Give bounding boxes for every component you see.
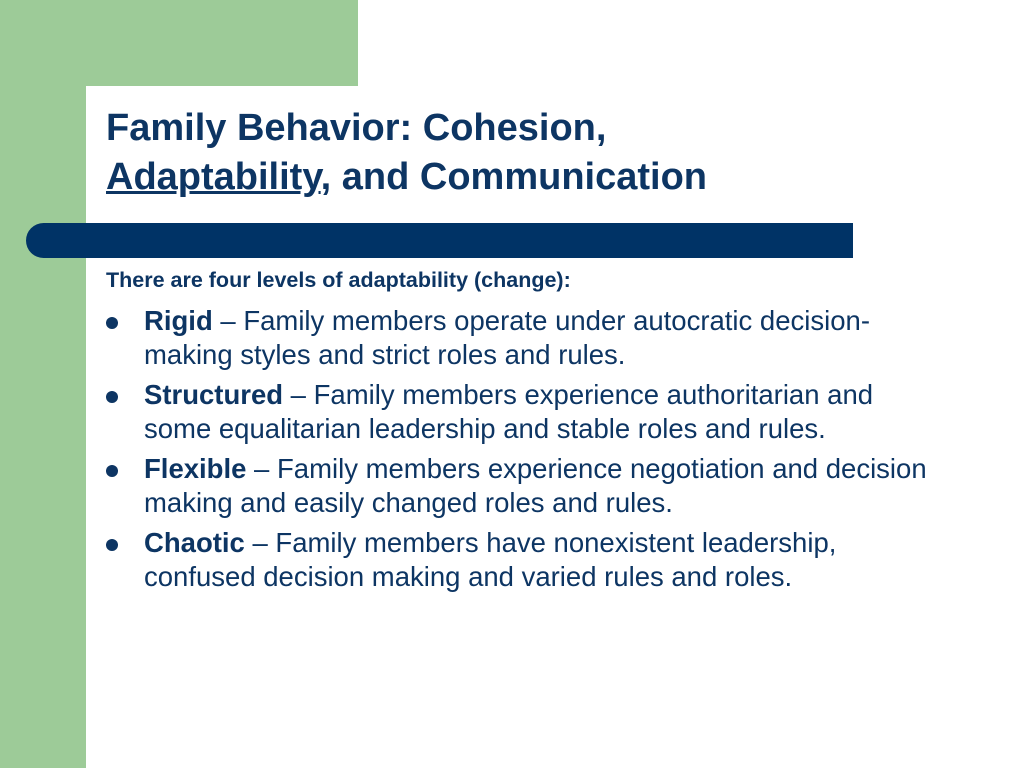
- green-top-panel: [0, 0, 358, 86]
- intro-text: There are four levels of adaptability (change):: [106, 268, 571, 292]
- title-line-1: Family Behavior: Cohesion,: [106, 107, 607, 149]
- bullet-icon: [106, 539, 118, 551]
- level-term: Flexible: [144, 453, 247, 484]
- level-item-chaotic: [106, 526, 936, 593]
- level-description: – Family members experience authoritarian and some equalitarian leadership and stable roles and rules.: [144, 379, 874, 444]
- level-description: – Family members operate under autocratic decision-making styles and strict roles and rules.: [144, 305, 870, 370]
- slide-title: [106, 104, 986, 202]
- bullet-icon: [106, 465, 118, 477]
- level-item-rigid: [106, 304, 936, 371]
- title-line-2-rest: , and Communication: [320, 156, 707, 198]
- level-term: Chaotic: [144, 527, 245, 558]
- level-description: – Family members have nonexistent leadership, confused decision making and varied rules and roles.: [144, 527, 837, 592]
- adaptability-levels-list: [106, 304, 936, 600]
- title-underlined-word: Adaptability: [106, 156, 321, 198]
- level-description: – Family members experience negotiation and decision making and easily changed roles and rules.: [144, 453, 927, 518]
- level-term: Rigid: [144, 305, 213, 336]
- level-term: Structured: [144, 379, 284, 410]
- title-divider-bar: [26, 223, 853, 258]
- bullet-icon: [106, 317, 118, 329]
- level-item-structured: [106, 378, 936, 445]
- green-side-panel: [0, 0, 86, 768]
- level-item-flexible: [106, 452, 936, 519]
- bullet-icon: [106, 391, 118, 403]
